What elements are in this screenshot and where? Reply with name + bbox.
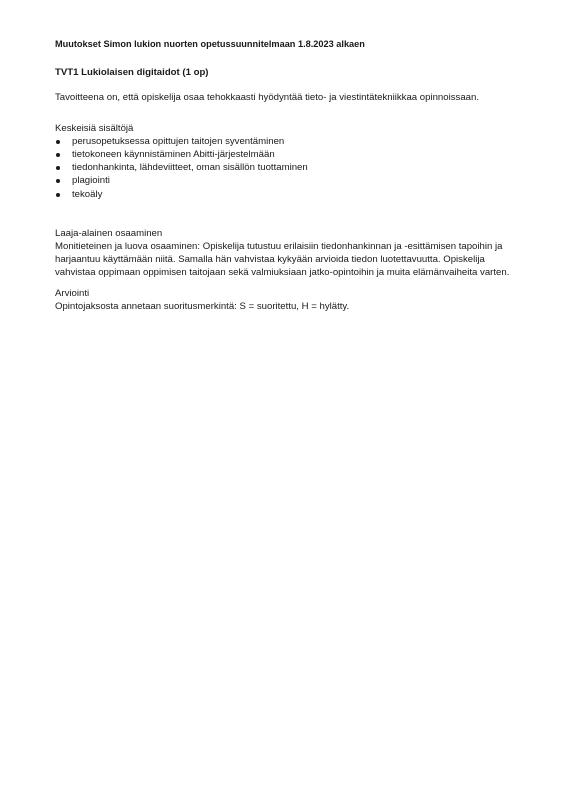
goal-paragraph: Tavoitteena on, että opiskelija osaa tehokkaasti hyödyntää tieto- ja viestintätekniikkaa opinnoissaan.: [55, 92, 479, 104]
contents-heading: Keskeisiä sisältöjä: [55, 122, 134, 134]
course-title: TVT1 Lukiolaisen digitaidot (1 op): [55, 67, 209, 79]
list-item-text: plagiointi: [72, 175, 110, 187]
list-item-text: perusopetuksessa opittujen taitojen syventäminen: [72, 135, 285, 147]
bullet-icon: [56, 166, 60, 170]
list-item-text: tekoäly: [72, 188, 103, 200]
competence-heading: Laaja-alainen osaaminen: [55, 227, 163, 239]
bullet-icon: [56, 179, 60, 183]
document-title: Muutokset Simon lukion nuorten opetussuunnitelmaan 1.8.2023 alkaen: [55, 39, 365, 49]
contents-list: [55, 135, 525, 201]
competence-section: [55, 227, 525, 280]
bullet-icon: [56, 193, 60, 197]
competence-text: Monitieteinen ja luova osaaminen: Opiskelija tutustuu erilaisiin tiedonhankinnan ja -esittämisen tapoihin ja harjaantuu käyttämään niitä. Samalla hän vahvistaa kykyään arvioida tiedon luotettavuutta. Opiskelija vahvistaa oppimaan oppimisen taitojaan sekä valmiuksiaan jatko-opintoihin ja muita elämänvaiheita varten.: [55, 241, 510, 279]
list-item: [55, 174, 525, 187]
list-item-text: tiedonhankinta, lähdeviitteet, oman sisällön tuottaminen: [72, 162, 308, 174]
document-body: [55, 38, 525, 320]
list-item: [55, 135, 525, 148]
list-item: [55, 148, 525, 161]
assessment-text: Opintojaksosta annetaan suoritusmerkintä: S = suoritettu, H = hylätty.: [55, 300, 350, 312]
list-item: [55, 161, 525, 174]
assessment-section: [55, 287, 525, 313]
assessment-heading: Arviointi: [55, 287, 90, 299]
bullet-icon: [56, 153, 60, 157]
bullet-icon: [56, 140, 60, 144]
list-item: [55, 188, 525, 201]
list-item-text: tietokoneen käynnistäminen Abitti-järjestelmään: [72, 149, 275, 161]
